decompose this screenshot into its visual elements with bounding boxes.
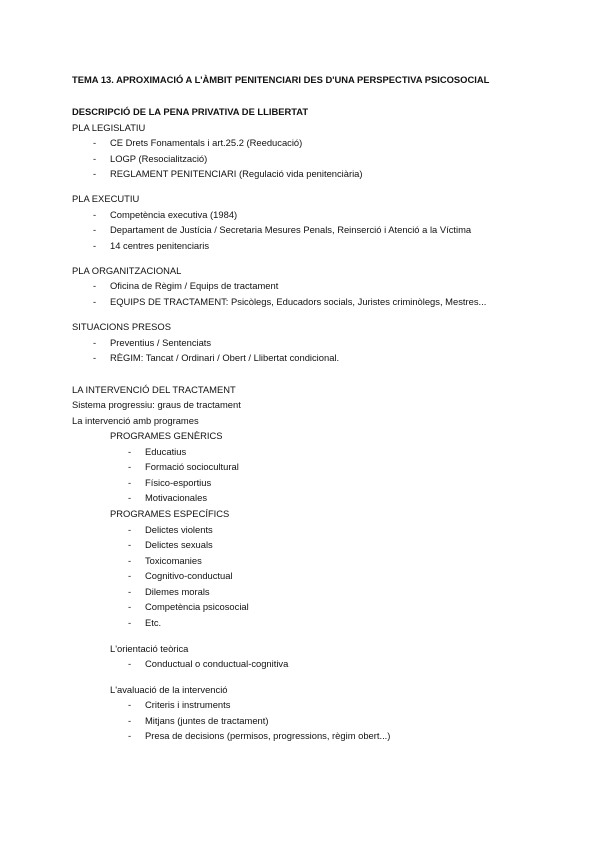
list-item: - Etc. [128, 617, 162, 628]
section-heading-descripcio: DESCRIPCIÓ DE LA PENA PRIVATIVA DE LLIBERTAT [72, 106, 309, 117]
list-item: - Educatius [128, 446, 187, 457]
paragraph-intervencio-programes: La intervenció amb programes [72, 415, 199, 426]
subheading-pla-organitzacional: PLA ORGANITZACIONAL [72, 265, 182, 276]
section-heading-intervencio: LA INTERVENCIÓ DEL TRACTAMENT [72, 384, 236, 395]
list-item: - Delictes violents [128, 524, 213, 535]
list-item: - EQUIPS DE TRACTAMENT: Psicòlegs, Educadors socials, Juristes criminòlegs, Mestres... [93, 296, 487, 307]
list-item: - Mitjans (juntes de tractament) [128, 715, 269, 726]
subheading-situacions-presos: SITUACIONS PRESOS [72, 321, 171, 332]
list-item: - RÈGIM: Tancat / Ordinari / Obert / Llibertat condicional. [93, 352, 340, 363]
document-title: TEMA 13. APROXIMACIÓ A L'ÀMBIT PENITENCIARI DES D'UNA PERSPECTIVA PSICOSOCIAL [72, 74, 490, 85]
list-item: - Departament de Justícia / Secretaria Mesures Penals, Reinserció i Atenció a la Víctima [93, 224, 472, 235]
list-item: - Presa de decisions (permisos, progressions, règim obert...) [128, 730, 391, 741]
subheading-orientacio-teorica: L'orientació teòrica [110, 643, 189, 654]
list-item: - Formació sociocultural [128, 461, 239, 472]
list-item: - Toxicomanies [128, 555, 202, 566]
list-item: - Competència executiva (1984) [93, 209, 238, 220]
list-item: - Motivacionales [128, 492, 208, 503]
subheading-pla-legislatiu: PLA LEGISLATIU [72, 122, 146, 133]
subheading-programes-especifics: PROGRAMES ESPECÍFICS [110, 508, 230, 519]
list-item: - Oficina de Règim / Equips de tractament [93, 280, 279, 291]
list-item: - Dilemes morals [128, 586, 210, 597]
list-item: - LOGP (Resocialització) [93, 153, 208, 164]
subheading-programes-generics: PROGRAMES GENÈRICS [110, 430, 223, 441]
list-item: - Competència psicosocial [128, 601, 249, 612]
list-item: - Cognitivo-conductual [128, 570, 233, 581]
list-item: - CE Drets Fonamentals i art.25.2 (Reeducació) [93, 137, 303, 148]
list-item: - Criteris i instruments [128, 699, 231, 710]
subheading-pla-executiu: PLA EXECUTIU [72, 193, 140, 204]
list-item: - Delictes sexuals [128, 539, 213, 550]
list-item: - Preventius / Sentenciats [93, 337, 212, 348]
list-item: - 14 centres penitenciaris [93, 240, 210, 251]
list-item: - Conductual o conductual-cognitiva [128, 658, 289, 669]
subheading-avaluacio: L'avaluació de la intervenció [110, 684, 228, 695]
list-item: - Físico-esportius [128, 477, 212, 488]
list-item: - REGLAMENT PENITENCIARI (Regulació vida penitenciària) [93, 168, 363, 179]
paragraph-sistema-progressiu: Sistema progressiu: graus de tractament [72, 399, 241, 410]
